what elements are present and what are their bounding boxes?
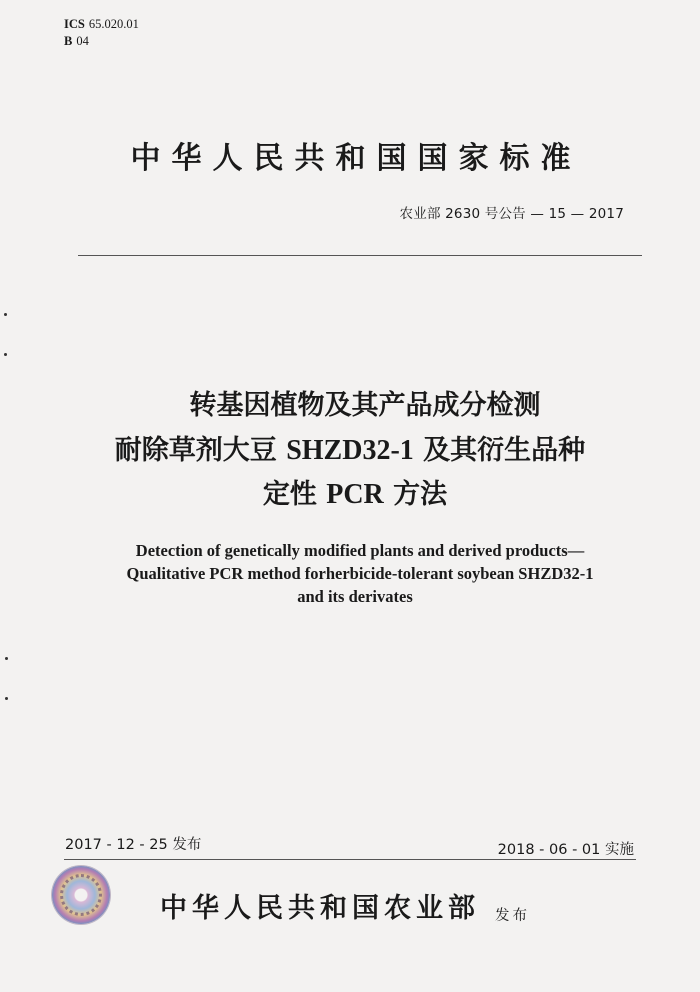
title-cn-line-2-part-b: SHZD32-1 — [286, 435, 414, 466]
scan-speck — [5, 657, 8, 660]
title-cn-line-3-part-c: 方法 — [383, 479, 448, 510]
ics-value: 65.020.01 — [88, 17, 139, 31]
scan-speck — [4, 313, 7, 316]
footer-divider — [64, 859, 636, 860]
ics-code — [64, 16, 139, 33]
publish-suffix: 发布 — [495, 908, 530, 924]
title-cn-line-2 — [0, 432, 700, 470]
publisher-name: 中华人民共和国农业部 — [160, 893, 480, 924]
title-cn-line-3 — [0, 476, 700, 514]
title-en-line-3: and its derivates — [297, 587, 413, 606]
title-en-line-1: Detection of genetically modified plants and derived products— — [135, 541, 585, 560]
ccs-value: 04 — [76, 34, 89, 48]
ics-key: ICS — [64, 17, 85, 31]
ccs-code — [64, 33, 139, 50]
title-cn-line-1: 转基因植物及其产品成分检测 — [189, 390, 541, 421]
standard-title: 中华人民共和国国家标准 — [130, 141, 582, 176]
ccs-key: B — [64, 34, 73, 48]
implementation-date: 2018 - 06 - 01 实施 — [497, 842, 634, 858]
title-cn-line-3-part-b: PCR — [326, 479, 384, 510]
official-seal-icon — [52, 866, 110, 924]
title-cn-line-3-part-a: 定性 — [262, 479, 327, 510]
scan-speck — [4, 353, 7, 356]
standard-number: 农业部 2630 号公告 — 15 — 2017 — [399, 206, 624, 222]
issue-date: 2017 - 12 - 25 发布 — [65, 837, 202, 853]
scan-speck — [5, 697, 8, 700]
title-cn-line-2-part-c: 及其衍生品种 — [413, 435, 586, 466]
title-cn-line-2-part-a: 耐除草剂大豆 — [114, 435, 287, 466]
title-en-line-2: Qualitative PCR method forherbicide-tolerant soybean SHZD32-1 — [126, 564, 594, 583]
header-divider — [78, 255, 642, 256]
classification-codes — [64, 16, 139, 50]
